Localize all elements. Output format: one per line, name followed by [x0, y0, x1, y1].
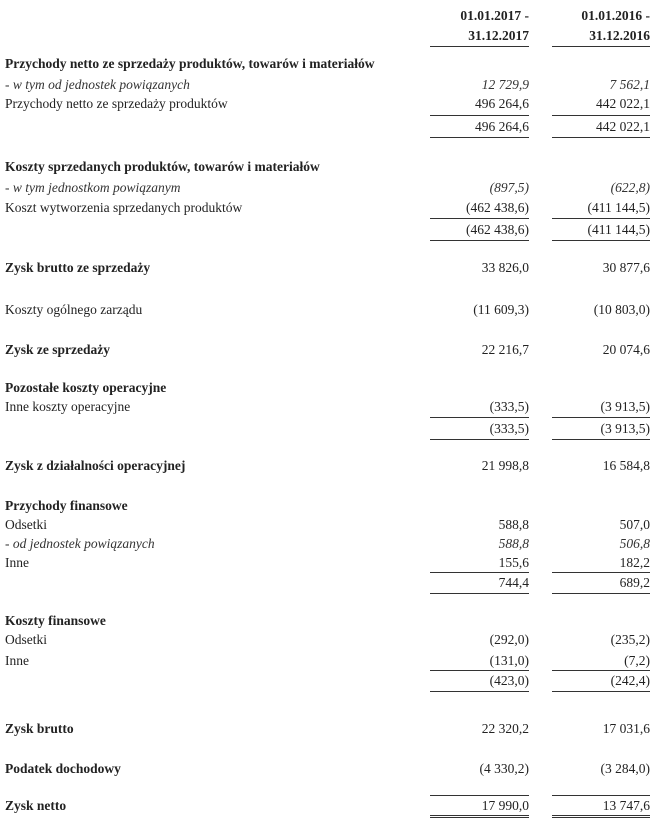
row-value-2017: 496 264,6	[475, 96, 529, 111]
row-label: Podatek dochodowy	[5, 761, 121, 776]
row-value-2016: 16 584,8	[602, 458, 650, 473]
row-label: Zysk z działalności operacyjnej	[5, 458, 186, 473]
row-value-2017: (11 609,3)	[473, 302, 529, 317]
row-label: Zysk brutto	[5, 721, 74, 736]
row-value-2017: 22 216,7	[481, 342, 529, 357]
row-value-2016: 7 562,1	[609, 77, 650, 92]
table-row	[0, 378, 655, 397]
table-row	[0, 198, 655, 217]
row-value-2017: 744,4	[498, 575, 529, 590]
total-double-underline-2017	[430, 815, 529, 818]
subtotal-row	[0, 419, 655, 438]
column-header-2017-start: 01.01.2017 -	[460, 8, 529, 23]
row-value-2017: (333,5)	[489, 421, 529, 436]
row-value-2017: (462 438,6)	[466, 200, 529, 215]
subtotal-line-2016	[552, 417, 650, 418]
subtotal-row	[0, 220, 655, 239]
row-value-2017: 588,8	[498, 536, 529, 551]
table-row	[0, 534, 655, 553]
row-value-2016: (242,4)	[610, 673, 650, 688]
table-row	[0, 75, 655, 94]
subtotal-underline-2017	[430, 137, 529, 138]
row-value-2017: 496 264,6	[475, 119, 529, 134]
row-label: Inne koszty operacyjne	[5, 399, 131, 414]
row-value-2016: (235,2)	[610, 632, 650, 647]
row-label: Koszty finansowe	[5, 613, 106, 628]
row-value-2017: 33 826,0	[481, 260, 529, 275]
header-divider-2016	[552, 46, 650, 47]
row-label: - od jednostek powiązanych	[5, 536, 155, 551]
subtotal-underline-2017	[430, 240, 529, 241]
total-row	[0, 796, 655, 815]
subtotal-line-2017	[430, 115, 529, 116]
row-label: - w tym od jednostek powiązanych	[5, 77, 190, 92]
row-label: Zysk ze sprzedaży	[5, 342, 110, 357]
column-header-2017-end: 31.12.2017	[468, 28, 529, 43]
subtotal-underline-2016	[552, 593, 650, 594]
total-double-underline-2016	[552, 815, 650, 818]
column-header-2016	[552, 6, 650, 46]
table-row	[0, 630, 655, 649]
subtotal-underline-2017	[430, 593, 529, 594]
table-row	[0, 611, 655, 630]
row-value-2017: 22 320,2	[481, 721, 529, 736]
row-value-2016: 17 031,6	[602, 721, 650, 736]
row-value-2017: (897,5)	[489, 180, 529, 195]
row-label: Koszty ogólnego zarządu	[5, 302, 143, 317]
row-label: Zysk brutto ze sprzedaży	[5, 260, 151, 275]
row-value-2017: (462 438,6)	[466, 222, 529, 237]
row-value-2016: (411 144,5)	[587, 200, 650, 215]
row-value-2016: (10 803,0)	[593, 302, 650, 317]
subtotal-underline-2016	[552, 137, 650, 138]
table-row	[0, 496, 655, 515]
row-label: Przychody netto ze sprzedaży produktów, towarów i materiałów	[5, 56, 375, 71]
row-value-2016: 689,2	[619, 575, 650, 590]
row-label: Inne	[5, 555, 29, 570]
row-value-2016: 507,0	[619, 517, 650, 532]
row-value-2017: (292,0)	[489, 632, 529, 647]
row-value-2017: (4 330,2)	[479, 761, 529, 776]
row-label: Koszty sprzedanych produktów, towarów i materiałów	[5, 159, 320, 174]
table-row	[0, 651, 655, 670]
row-value-2017: (423,0)	[489, 673, 529, 688]
row-value-2016: 30 877,6	[602, 260, 650, 275]
row-value-2017: (131,0)	[489, 653, 529, 668]
subtotal-underline-2017	[430, 691, 529, 692]
column-header-2016-start: 01.01.2016 -	[581, 8, 650, 23]
row-value-2016: (7,2)	[624, 653, 650, 668]
row-label: Odsetki	[5, 517, 47, 532]
table-row	[0, 719, 655, 738]
table-row	[0, 553, 655, 572]
row-value-2016: (3 913,5)	[600, 421, 650, 436]
row-value-2016: (3 284,0)	[600, 761, 650, 776]
row-value-2016: (411 144,5)	[587, 222, 650, 237]
row-label: Odsetki	[5, 632, 47, 647]
table-row	[0, 397, 655, 416]
subtotal-row	[0, 573, 655, 592]
table-row	[0, 54, 655, 73]
row-label: Koszt wytworzenia sprzedanych produktów	[5, 200, 243, 215]
subtotal-row	[0, 117, 655, 136]
row-value-2017: 588,8	[498, 517, 529, 532]
table-row	[0, 178, 655, 197]
row-value-2017: 12 729,9	[481, 77, 529, 92]
table-row	[0, 340, 655, 359]
header-divider-2017	[430, 46, 529, 47]
row-label: - w tym jednostkom powiązanym	[5, 180, 181, 195]
row-value-2017: 21 998,8	[481, 458, 529, 473]
table-row	[0, 456, 655, 475]
row-value-2016: 13 747,6	[602, 798, 650, 813]
table-row	[0, 759, 655, 778]
row-label: Pozostałe koszty operacyjne	[5, 380, 167, 395]
row-label: Zysk netto	[5, 798, 67, 813]
row-value-2017: 155,6	[498, 555, 529, 570]
subtotal-line-2016	[552, 218, 650, 219]
column-header-2017	[430, 6, 529, 46]
row-label: Inne	[5, 653, 29, 668]
row-value-2016: 442 022,1	[596, 119, 650, 134]
row-label: Przychody finansowe	[5, 498, 128, 513]
subtotal-row	[0, 671, 655, 690]
row-value-2017: (333,5)	[489, 399, 529, 414]
row-value-2016: (622,8)	[610, 180, 650, 195]
table-row	[0, 157, 655, 176]
table-row	[0, 300, 655, 319]
table-row	[0, 94, 655, 113]
table-row	[0, 258, 655, 277]
row-value-2016: 442 022,1	[596, 96, 650, 111]
subtotal-underline-2016	[552, 439, 650, 440]
row-value-2016: 506,8	[619, 536, 650, 551]
column-header-2016-end: 31.12.2016	[589, 28, 650, 43]
subtotal-underline-2016	[552, 691, 650, 692]
row-value-2016: (3 913,5)	[600, 399, 650, 414]
row-value-2016: 182,2	[619, 555, 650, 570]
subtotal-underline-2016	[552, 240, 650, 241]
subtotal-line-2016	[552, 115, 650, 116]
row-value-2016: 20 074,6	[602, 342, 650, 357]
table-row	[0, 515, 655, 534]
subtotal-line-2017	[430, 218, 529, 219]
row-label: Przychody netto ze sprzedaży produktów	[5, 96, 228, 111]
subtotal-line-2017	[430, 417, 529, 418]
row-value-2017: 17 990,0	[481, 798, 529, 813]
subtotal-underline-2017	[430, 439, 529, 440]
